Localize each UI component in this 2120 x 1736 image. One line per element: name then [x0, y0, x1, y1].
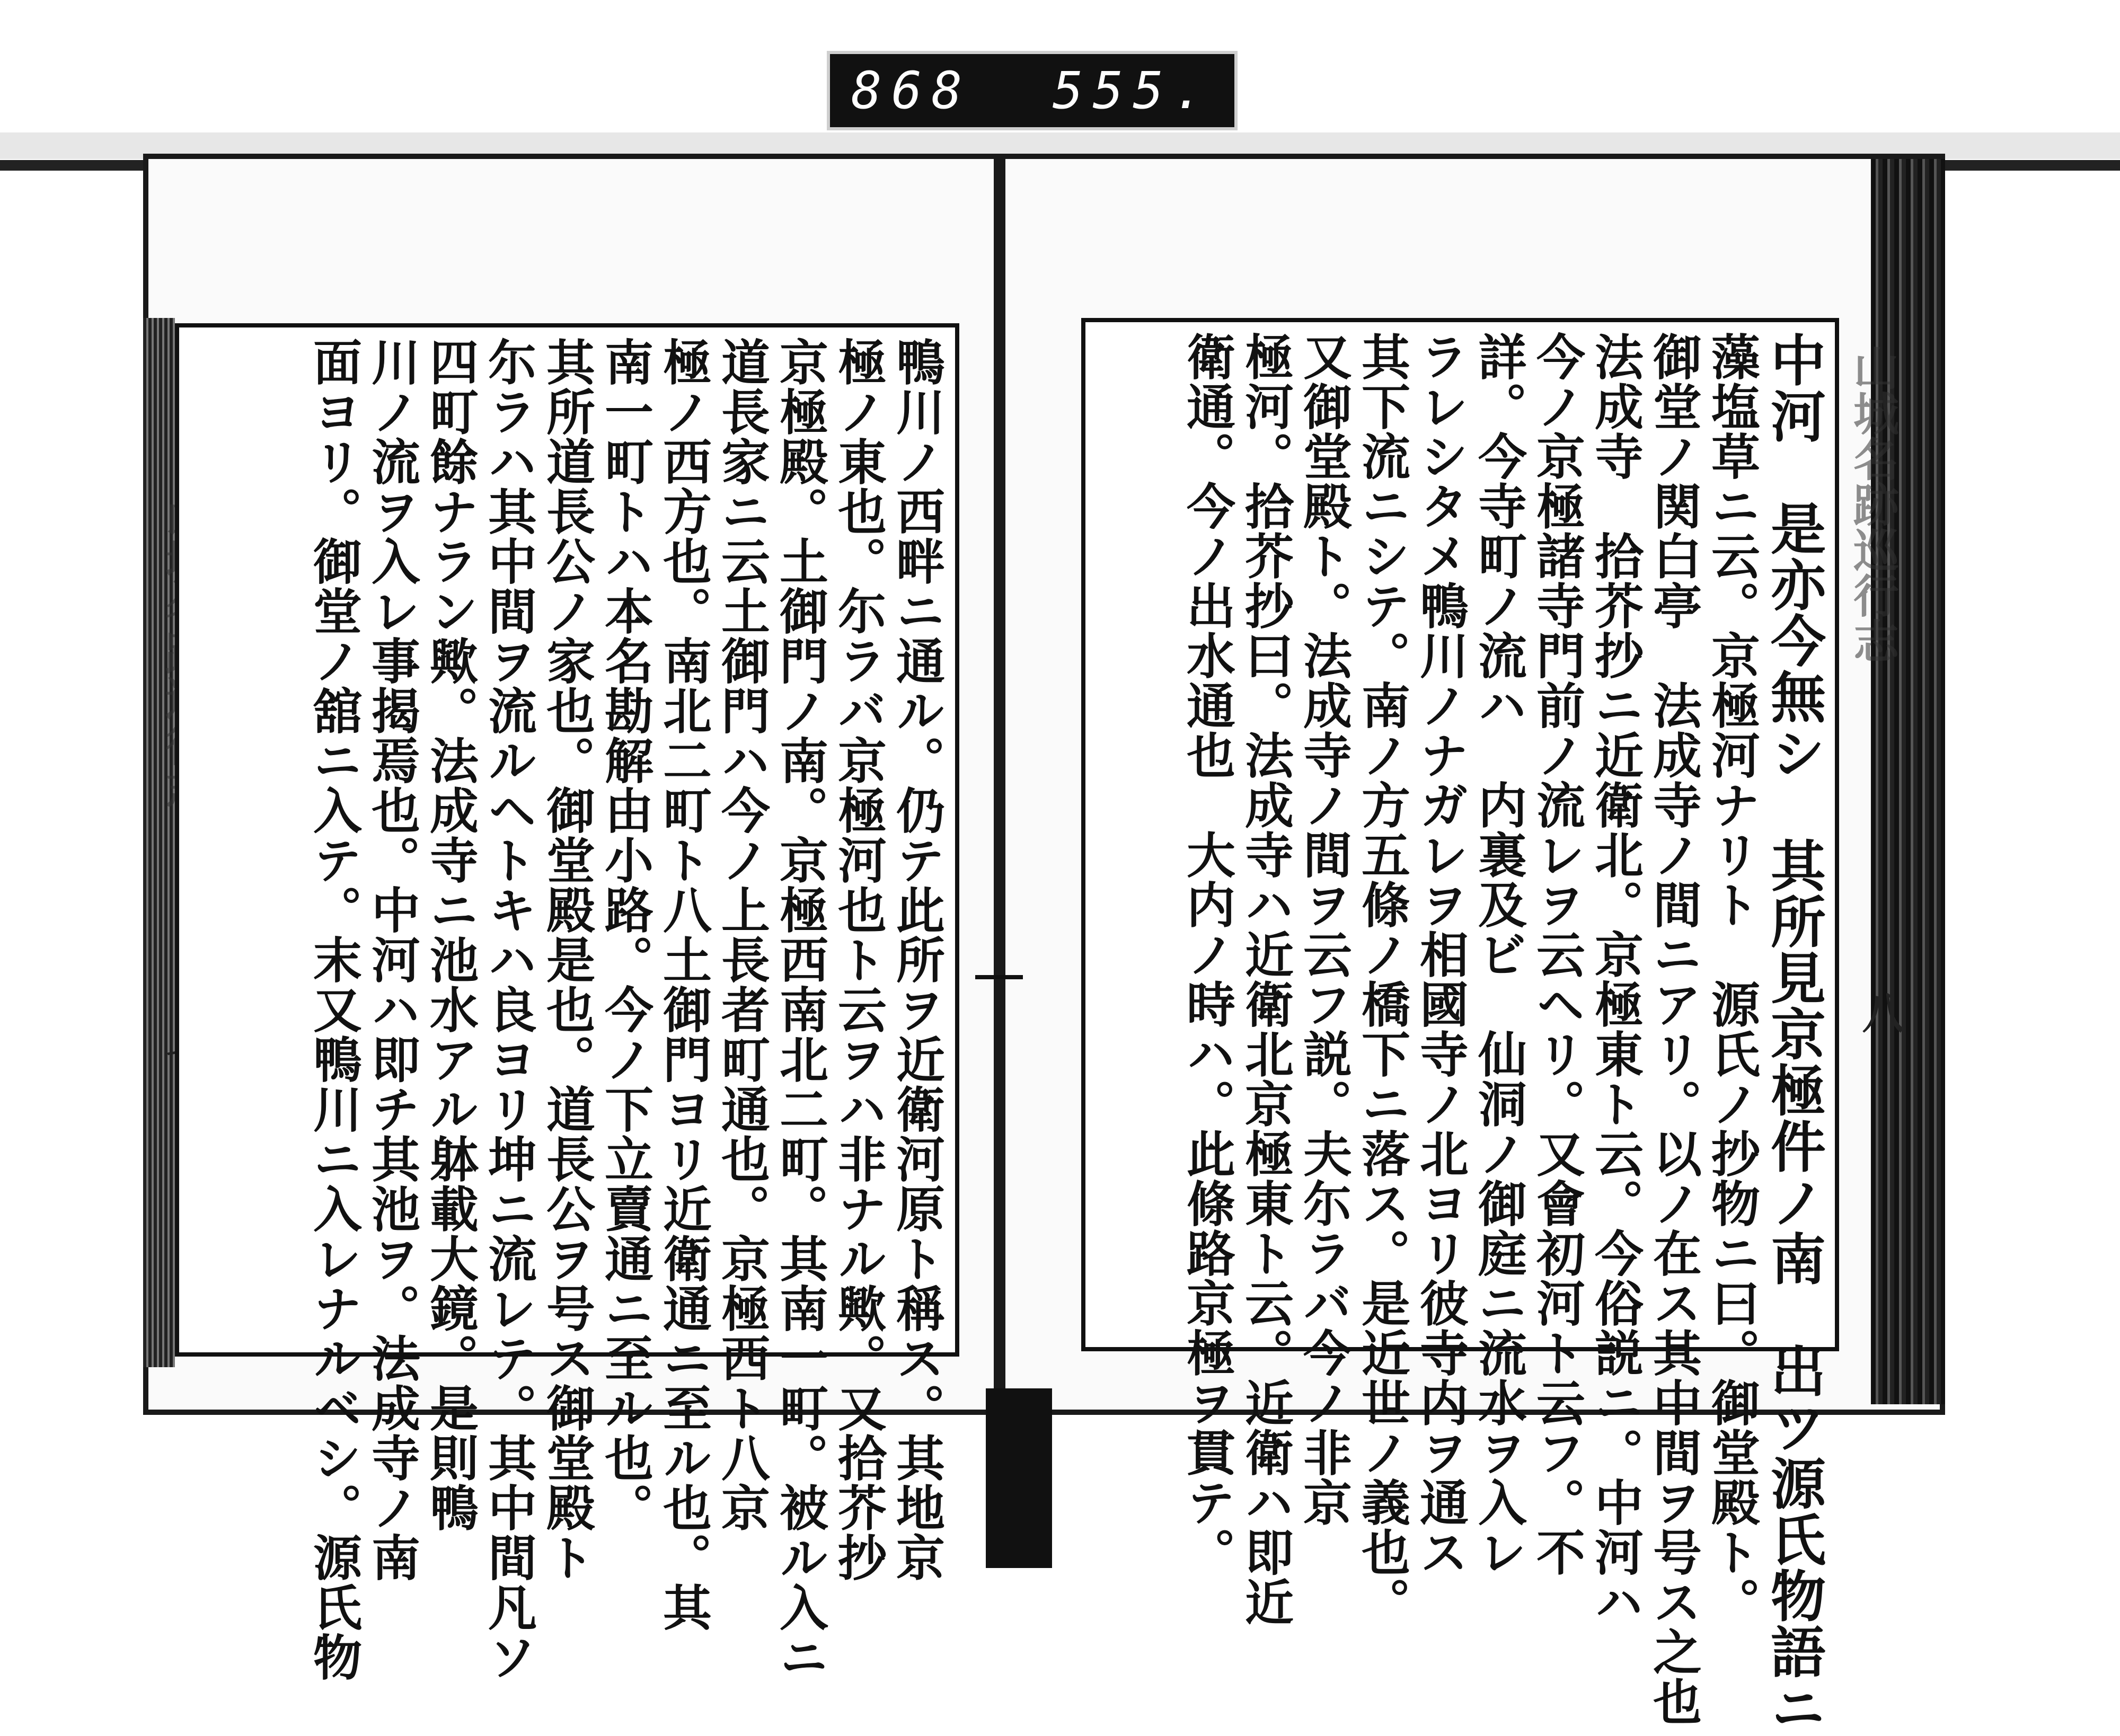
text-column: 京極殿。土御門ノ南。京極西南北二町。其南一町。被ル入ニ — [772, 337, 829, 1682]
text-column: 川ノ流ヲ入レ事揭焉也。中河ハ即チ其池ヲ。法成寺ノ南 — [364, 337, 421, 1582]
spine-mark — [975, 975, 1023, 979]
text-column-heading: 中河 是亦今無シ 其所見京極件ノ南 出ツ源氏物語ニ — [1761, 332, 1826, 1736]
text-column: 又御堂殿ト。法成寺ノ間ヲ云フ説。夫尓ラバ今ノ非京 — [1295, 332, 1353, 1527]
text-column: 藻塩草ニ云。京極河ナリト 源氏ノ抄物ニ曰。御堂殿ト。 — [1703, 332, 1761, 1627]
text-column: 尓ラハ其中間ヲ流ルヘトキハ良ヨリ坤ニ流レテ。其中間凡ソ — [480, 337, 537, 1682]
text-column: 衛通。今ノ出水通也 大内ノ時ハ。此條路京極ヲ貫テ。 — [1179, 332, 1236, 1577]
right-page-text-block — [1081, 318, 1839, 1736]
text-column: 南一町トハ本名勘解由小路。今ノ下立賣通ニ至ル也。 — [597, 337, 654, 1533]
text-column: 其下流ニシテ。南ノ方五條ノ橋下ニ落ス。是近世ノ義也。 — [1354, 332, 1411, 1627]
left-page-edge — [143, 318, 175, 1367]
text-column: 御堂ノ関白亭 法成寺ノ間ニアリ。以ノ在ス其中間ヲ号ス之也 — [1645, 332, 1702, 1726]
right-folio: 八 — [1855, 991, 1905, 1033]
archive-number-label — [827, 51, 1238, 130]
text-column: 其所道長公ノ家也。御堂殿是也。道長公ヲ号ス御堂殿ト — [538, 337, 596, 1582]
text-column: 極ノ西方也。南北二町ト八土御門ヨリ近衛通ニ至ル也。其 — [655, 337, 712, 1632]
text-column: 鴨川ノ西畔ニ通ル。仍テ此所ヲ近衛河原ト稱ス。其地京 — [888, 337, 946, 1582]
book-spine — [994, 154, 1005, 1563]
text-column: ラレシタメ鴨川ノナガレヲ相國寺ノ北ヨリ彼寺内ヲ通ス — [1412, 332, 1469, 1577]
text-column: 極ノ東也。尓ラバ京極河也ト云ヲハ非ナル歟。又拾芥抄 — [830, 337, 887, 1582]
text-column: 詳。今寺町ノ流ハ 内裏及ビ 仙洞ノ御庭ニ流水ヲ入レ — [1470, 332, 1527, 1577]
left-page-text-block — [175, 323, 959, 1682]
text-column: 今ノ京極諸寺門前ノ流レヲ云ヘリ。又會初河ト云フ。不 — [1529, 332, 1586, 1577]
label-left-number: 868 — [851, 61, 972, 120]
text-column: 面ヨリ。御堂ノ舘ニ入テ。末又鴨川ニ入レナルベシ。源氏物 — [305, 337, 363, 1682]
spine-clamp — [986, 1388, 1052, 1568]
label-right-number: 555. — [1052, 61, 1213, 120]
right-running-header: 山城名跡巡行志 — [1845, 344, 1899, 663]
text-column: 道長家ニ云土御門ハ今ノ上長者町通也。京極西ト八京 — [713, 337, 771, 1533]
text-column: 四町餘ナラン歟。法成寺ニ池水アル躰載大鏡。是則鴨 — [422, 337, 479, 1533]
text-column: 極河。拾芥抄曰。法成寺ハ近衛北京極東ト云。近衛ハ即近 — [1237, 332, 1294, 1627]
text-column: 法成寺 拾芥抄ニ近衛北。京極東ト云。今俗説ニ。中河ハ — [1587, 332, 1644, 1627]
